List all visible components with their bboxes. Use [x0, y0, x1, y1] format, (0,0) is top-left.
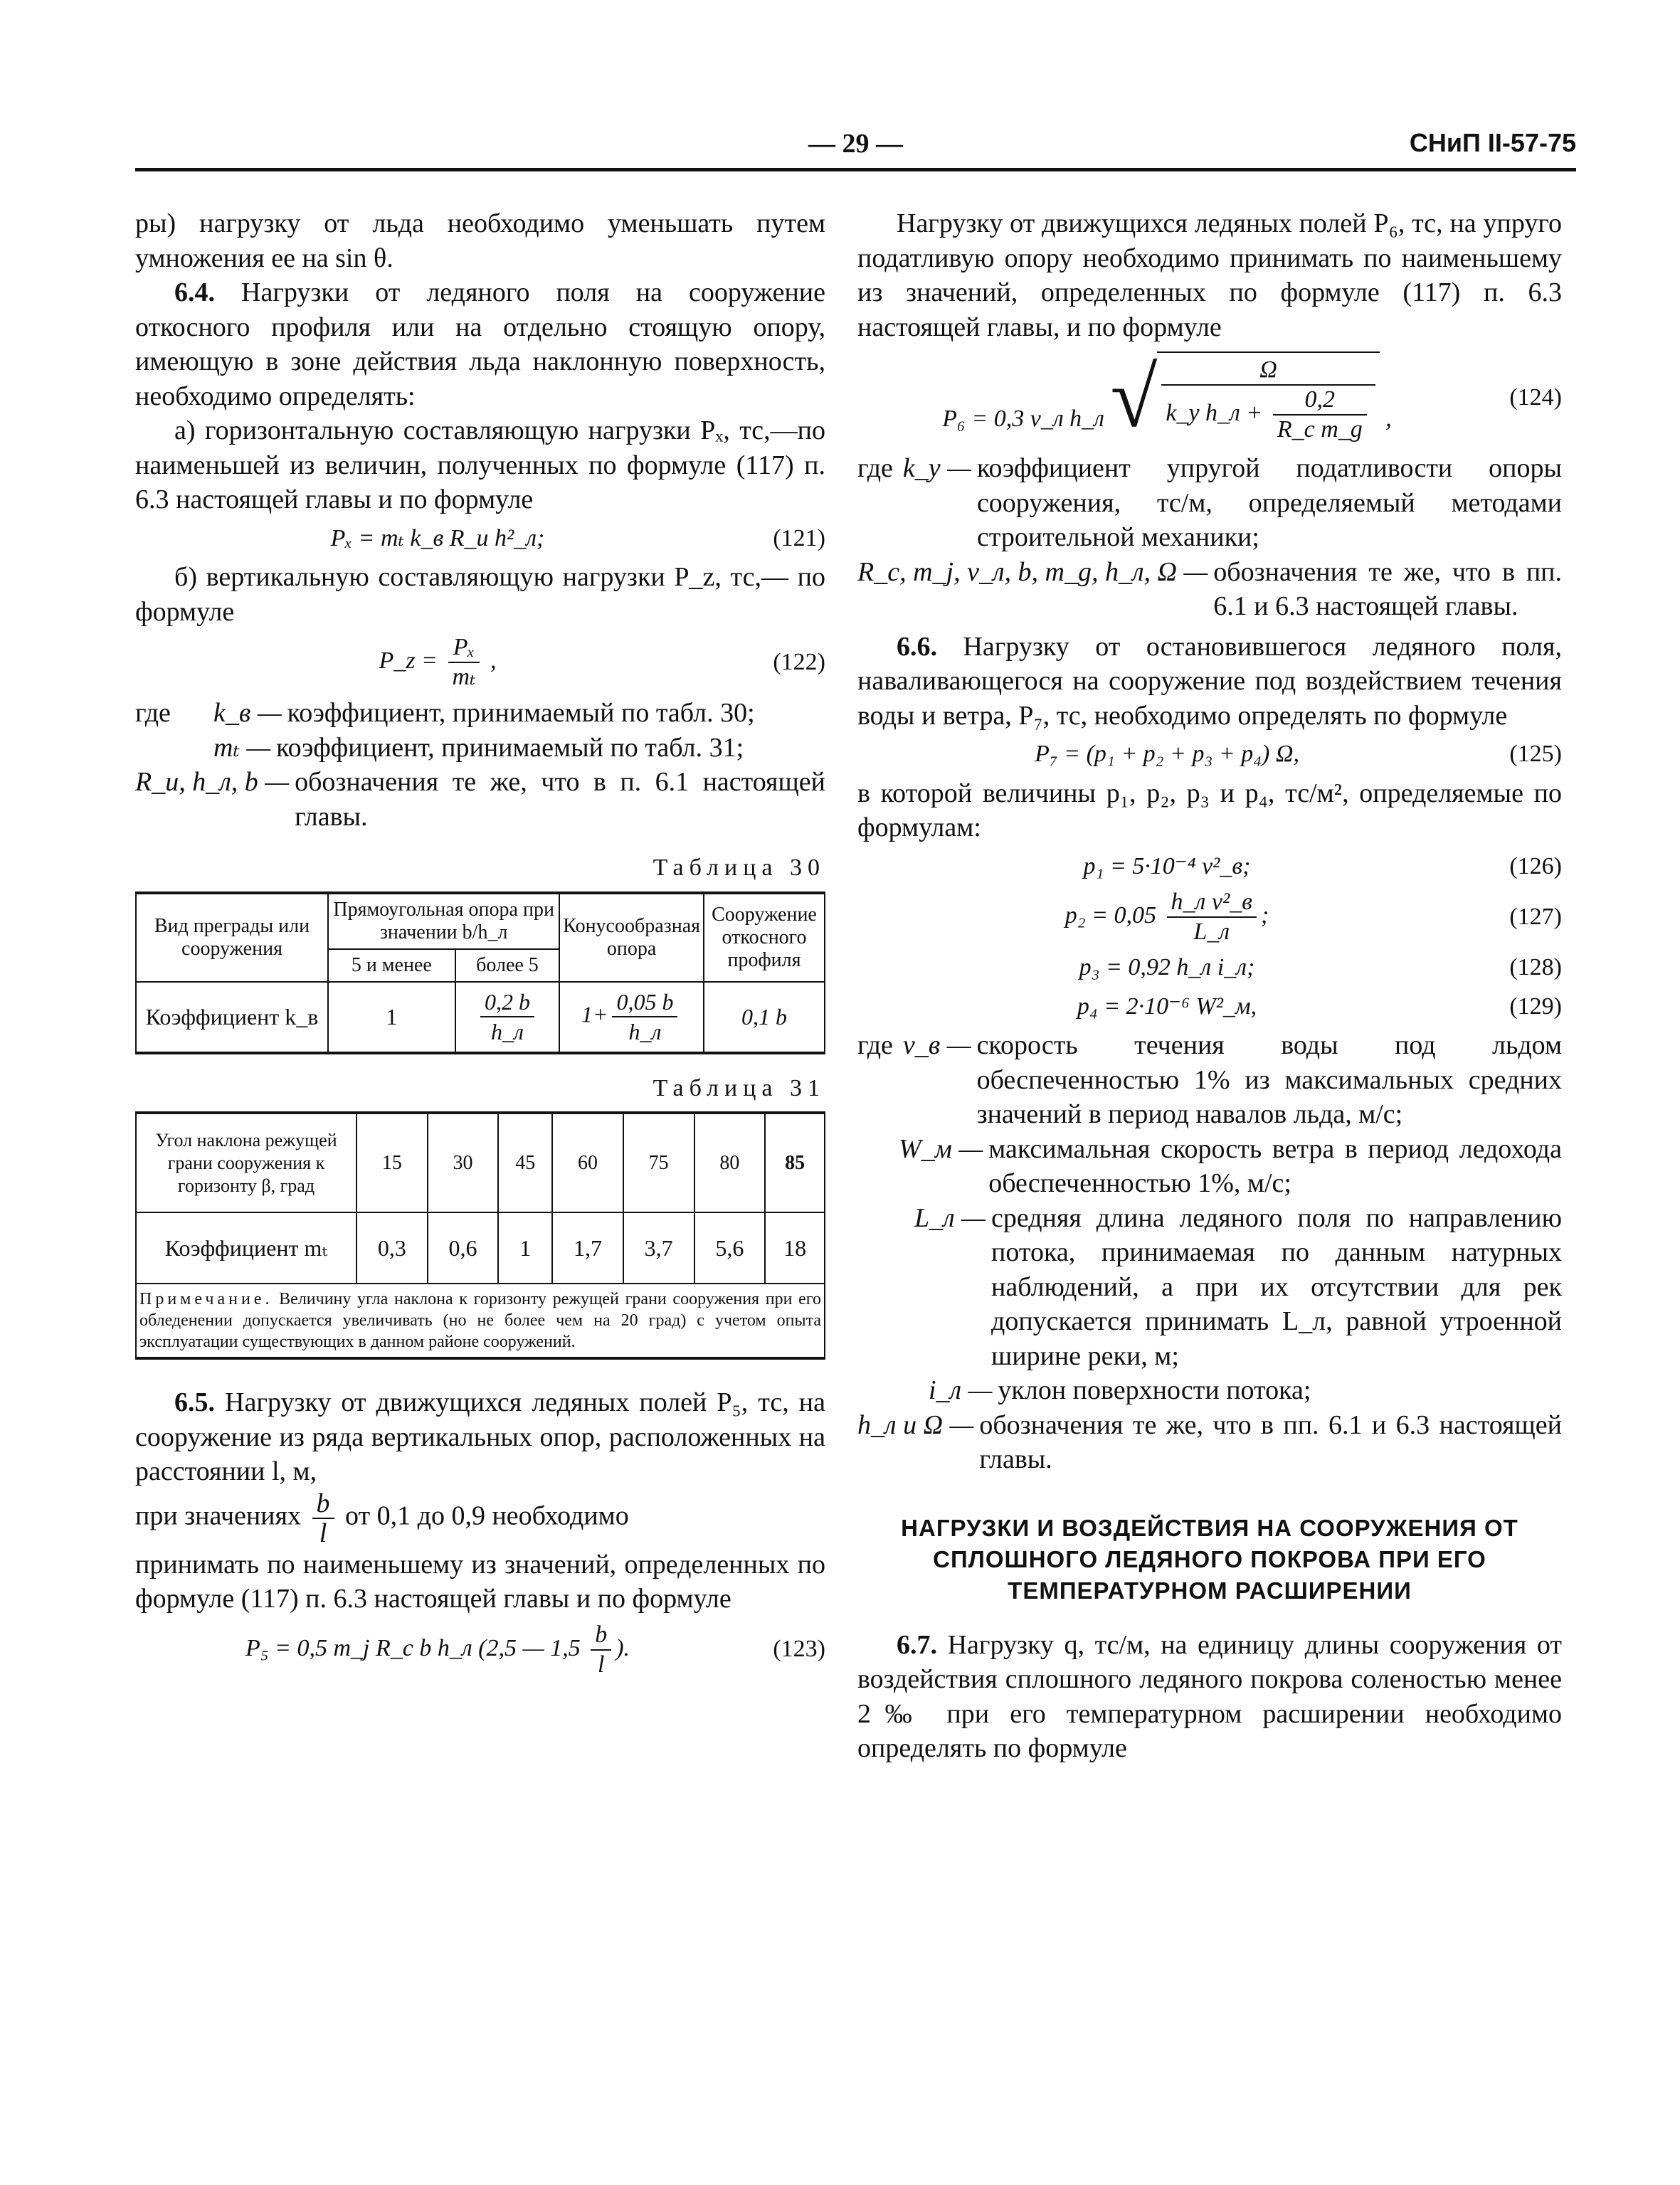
left-column: [135, 206, 825, 1683]
table-31-caption: Таблица 31: [653, 1074, 825, 1101]
denominator: L_л: [1193, 919, 1230, 945]
text-fragment: при значениях: [135, 1501, 301, 1531]
definition-vv: [857, 1028, 1562, 1132]
angle-cell: 45: [498, 1113, 552, 1212]
section-6-4: [135, 275, 825, 413]
definition-ky: [857, 451, 1562, 555]
definition-rc: [857, 555, 1562, 624]
formula-123: [135, 1621, 825, 1679]
fraction: [480, 988, 534, 1046]
where-word: где: [135, 698, 171, 728]
radicand: [1157, 351, 1379, 444]
page-header: [135, 128, 1576, 171]
definition-text: максимальная скорость ветра в период ледохода обеспеченностью 1%, м/с;: [988, 1133, 1562, 1198]
formula-body: p₁ = 5·10⁻⁴ v²_в;: [1083, 852, 1251, 879]
document-code: СНиП II-57-75: [1409, 128, 1576, 157]
numerator: Ω: [1161, 356, 1375, 386]
formula-128: [857, 951, 1562, 985]
note-text: Величину угла наклона к горизонту режущей грани сооружения при его обледенении допускается увеличивать (но не более чем на 20 град) с учетом опыта эксплуатации существующих в данном районе сооружений.: [139, 1290, 822, 1351]
section-6-5-end: принимать по наименьшему из значений, определенных по формуле (117) п. 6.3 настоящей главы и по формуле: [135, 1549, 825, 1614]
cell-prefix: 1+: [581, 1001, 608, 1027]
formula-125: [857, 737, 1562, 772]
definition-r: [135, 765, 825, 834]
denominator: R_c m_g: [1277, 416, 1363, 443]
header-cell: Прямоугольная опора при значении b/h_л: [328, 893, 559, 949]
definition-text: скорость течения воды под льдом обеспеченностью 1% из максимальных средних значений в период навалов льда, м/с;: [976, 1030, 1562, 1129]
numerator: h_л v²_в: [1167, 888, 1257, 918]
inner-fraction: [1273, 386, 1367, 444]
definition-text: уклон поверхности потока;: [998, 1375, 1311, 1405]
formula-number: (122): [773, 648, 825, 675]
definition-il: [857, 1373, 1562, 1408]
section-6-6: [857, 630, 1562, 734]
definition-text: коэффициент, принимаемый по табл. 30;: [287, 698, 755, 728]
formula-rhs: ;: [1260, 901, 1269, 929]
definition-symbol: v_в —: [902, 1030, 971, 1060]
table-cell: [455, 982, 560, 1053]
table-30-caption: Таблица 30: [653, 855, 825, 881]
definition-symbol: R_и, h_л, b —: [135, 767, 290, 797]
definition-symbol: i_л —: [929, 1375, 993, 1405]
text-fragment: от 0,1 до 0,9 необходимо: [345, 1501, 629, 1531]
angle-cell: 30: [428, 1113, 499, 1212]
definition-symbol: h_л и Ω —: [857, 1409, 974, 1440]
formula-number: (126): [1509, 852, 1562, 879]
coef-cell: 3,7: [623, 1212, 694, 1284]
formula-129: [857, 990, 1562, 1025]
note-lead: Примечание.: [139, 1290, 273, 1308]
header-rule: [135, 168, 1576, 171]
formula-body: P₇ = (p₁ + p₂ + p₃ + p₄) Ω,: [1035, 741, 1299, 767]
header-cell: более 5: [455, 949, 560, 982]
angle-cell: 80: [694, 1113, 766, 1212]
definition-symbol: k_в —: [213, 698, 282, 728]
coef-cell: 18: [765, 1212, 825, 1284]
table-note: [136, 1284, 825, 1358]
denominator: [1161, 386, 1375, 444]
definition-symbol: L_л —: [914, 1202, 986, 1233]
formula-number: (123): [773, 1636, 825, 1663]
coef-cell: 1: [498, 1212, 552, 1284]
numerator: 0,05 b: [612, 988, 677, 1017]
definition-wm: [857, 1132, 1562, 1201]
formula-127: [857, 888, 1562, 946]
formula-number: (124): [1509, 383, 1562, 411]
section-text: Нагрузку q, тс/м, на единицу длины сооружения от воздействия сплошного ледяного покрова соленостью менее 2‰ при его температурном расширении необходимо определять по формуле: [857, 1629, 1563, 1763]
angle-cell: 60: [552, 1113, 623, 1212]
radical-sign: √: [1110, 350, 1158, 445]
denominator-lead: k_y h_л +: [1166, 399, 1263, 426]
definition-text: обозначения те же, что в пп. 6.1 и 6.3 настоящей главы.: [1213, 556, 1562, 621]
formula-body: [857, 888, 1476, 946]
formula-body: [135, 1621, 740, 1679]
where-word: где: [857, 453, 893, 483]
page-number: — 29 —: [808, 129, 903, 159]
section-text: Нагрузку от движущихся ледяных полей P₅, тс, на сооружение из ряда вертикальных опор, расположенных на расстоянии l, м,: [135, 1387, 825, 1486]
formula-number: (128): [1509, 954, 1562, 980]
coef-cell: 1,7: [552, 1212, 623, 1284]
definition-ll: [857, 1201, 1562, 1374]
formula-body: Pₓ = mₜ k_в R_и h²_л;: [330, 524, 545, 551]
row-label: Коэффициент k_в: [136, 982, 328, 1053]
section-text: Нагрузки от ледяного поля на сооружение откосного профиля или на отдельно стоящую опору, имеющую в зоне действия льда наклонную поверхность, необходимо определять:: [135, 277, 825, 411]
section-number: 6.7.: [897, 1629, 937, 1660]
formula-number: (125): [1509, 741, 1562, 767]
formula-lhs: P₅ = 0,5 m_j R_c b h_л (2,5 — 1,5: [245, 1634, 581, 1661]
header-cell: Конусообразная опора: [559, 893, 704, 982]
table-cell: [559, 982, 704, 1053]
table-cell: 1: [328, 982, 455, 1053]
formula-124: [857, 351, 1562, 444]
formula-body: p₄ = 2·10⁻⁶ W²_м,: [1077, 993, 1257, 1020]
definition-text: коэффициент упругой податливости опоры сооружения, тс/м, определяемый методами строительной механики;: [976, 453, 1562, 552]
table-cell: 0,1 b: [704, 982, 825, 1053]
angle-cell: 75: [623, 1113, 694, 1212]
formula-body: P_z = $\frac{\text{Pₓ}}{\text{mₜ}}$ ,: [379, 634, 497, 690]
header-cell: Вид преграды или сооружения: [136, 893, 328, 982]
definition-symbol: W_м —: [899, 1133, 983, 1164]
paragraph-p6: Нагрузку от движущихся ледяных полей P₆, тс, на упруго податливую опору необходимо принимать по наименьшему из значений, определенных по формуле (117) п. 6.3 настоящей главы, и по формуле: [857, 208, 1562, 342]
formula-126: [857, 850, 1562, 884]
definition-symbol: mₜ —: [213, 732, 271, 763]
formula-number: (121): [773, 524, 825, 551]
formula-number: (129): [1509, 993, 1562, 1020]
formula-lhs: p₂ = 0,05: [1064, 901, 1157, 929]
numerator: 0,2 b: [480, 988, 534, 1017]
section-6-5-continued: [135, 1489, 825, 1548]
formula-body: P₆ = 0,3 v_л h_л √ Ω k_y h_л + $\frac{0,2}{\text{R\_c m\_g}}$ ,: [942, 350, 1392, 445]
header-cell: Сооружение откосного профиля: [704, 893, 825, 982]
section-6-7: [857, 1628, 1562, 1766]
formula-122: [135, 633, 825, 692]
square-root: [1111, 351, 1380, 444]
definition-text: обозначения те же, что в п. 6.1 настоящей главы.: [295, 767, 825, 832]
definition-text: коэффициент, принимаемый по табл. 31;: [276, 732, 744, 763]
formula-121: [135, 522, 825, 556]
fraction: [612, 988, 677, 1046]
section-heading: НАГРУЗКИ И ВОЗДЕЙСТВИЯ НА СООРУЖЕНИЯ ОТ СПЛОШНОГО ЛЕДЯНОГО ПОКРОВА ПРИ ЕГО ТЕМПЕРАТУРНОМ РАСШИРЕНИИ: [901, 1514, 1518, 1604]
numerator: 0,2: [1273, 386, 1367, 416]
coef-cell: 5,6: [694, 1212, 766, 1284]
right-column: [857, 206, 1562, 1766]
table-30: [135, 892, 825, 1054]
section-text: Нагрузку от остановившегося ледяного поля, наваливающегося на сооружение под воздействием течения воды и ветра, P₇, тс, необходимо определять по формуле: [857, 631, 1562, 731]
row-label: Угол наклона режущей грани сооружения к горизонту β, град: [136, 1113, 356, 1212]
where-word: где: [857, 1030, 893, 1060]
definition-text: средняя длина ледяного поля по направлению потока, принимаемая по данным натурных наблюдений, а при их отсутствии для рек допускается принимать L_л, равной утроенной ширине реки, м;: [991, 1202, 1562, 1371]
definition-m: [135, 731, 825, 766]
fraction: [591, 1621, 611, 1679]
coef-cell: 0,3: [356, 1212, 428, 1284]
formula-rhs: ).: [616, 1634, 630, 1661]
formula-body: p₃ = 0,92 h_л i_л;: [1079, 954, 1255, 980]
paragraph-continuation: ры) нагрузку от льда необходимо уменьшать путем умножения ее на sin θ.: [135, 208, 825, 273]
formula-lhs: P_z =: [379, 647, 438, 674]
section-number: 6.6.: [897, 631, 937, 662]
paragraph-values: в которой величины p₁, p₂, p₃ и p₄, тс/м², определяемые по формулам:: [857, 778, 1562, 842]
angle-cell: 15: [356, 1113, 428, 1212]
definition-k: [135, 696, 825, 731]
fraction: [448, 633, 480, 692]
section-number: 6.4.: [174, 277, 215, 307]
definition-text: обозначения те же, что в пп. 6.1 и 6.3 настоящей главы.: [979, 1409, 1562, 1474]
definition-symbol: R_c, m_j, v_л, b, m_g, h_л, Ω —: [857, 556, 1208, 587]
section-6-5: [135, 1385, 825, 1489]
header-cell: 5 и менее: [328, 949, 455, 982]
definition-h-omega: [857, 1408, 1562, 1477]
coef-cell: 0,6: [428, 1212, 499, 1284]
fraction: [312, 1489, 334, 1548]
section-number: 6.5.: [174, 1387, 215, 1417]
item-b: б) вертикальную составляющую нагрузки P_z, тс,— по формуле: [135, 562, 825, 627]
fraction: [1161, 356, 1375, 444]
denominator: mₜ: [452, 664, 476, 690]
formula-lhs: P₆ = 0,3 v_л h_л: [942, 406, 1105, 432]
denominator: l: [597, 1651, 605, 1678]
formula-number: (127): [1509, 903, 1562, 930]
item-a: а) горизонтальную составляющую нагрузки Pₓ, тс,—по наименьшей из величин, полученных по формуле (117) п. 6.3 настоящей главы и по формуле: [135, 416, 825, 514]
definition-symbol: k_y —: [902, 453, 971, 483]
numerator: b: [591, 1621, 611, 1651]
fraction: [1167, 888, 1257, 946]
denominator: l: [319, 1518, 327, 1548]
numerator: Pₓ: [448, 633, 480, 663]
numerator: b: [312, 1489, 334, 1519]
row-label: Коэффициент mₜ: [136, 1212, 356, 1284]
angle-cell: 85: [765, 1113, 825, 1212]
table-31: [135, 1111, 825, 1360]
denominator: h_л: [490, 1019, 524, 1044]
denominator: h_л: [628, 1019, 662, 1044]
